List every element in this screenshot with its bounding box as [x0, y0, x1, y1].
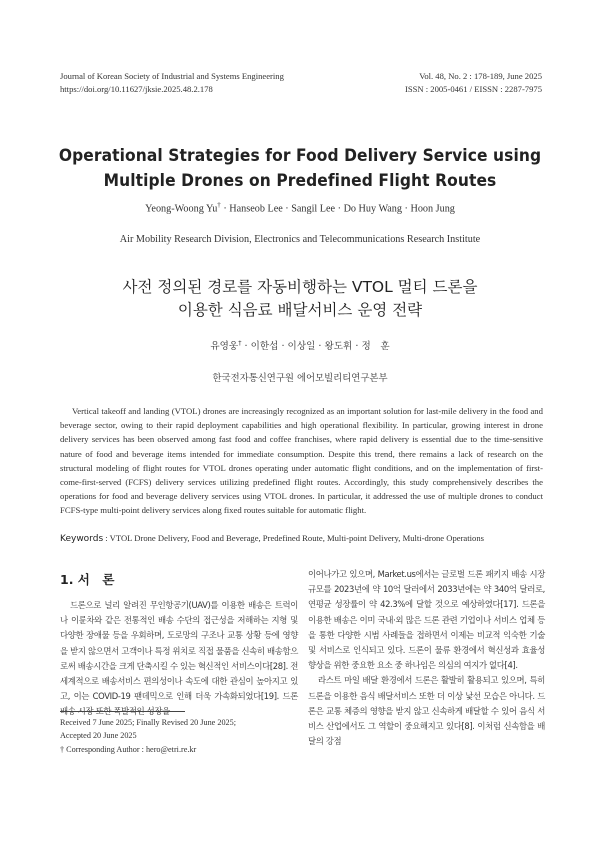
first-author: Yeong-Woong Yu: [145, 203, 218, 215]
abstract: Vertical takeoff and landing (VTOL) drones are increasingly recognized as an important solution for last-mile delivery in the food and beverage sector, owing to their rapid deployment capabilities and high operational flexibility. In particular, growing interest in drone delivery services has been observed among fast food and coffee franchises, where rapid delivery is essential due to the time-sensitive nature of food and beverage items intended for immediate consumption. Despite this trend, there remains a lack of research on the structural modeling of flight routes for VTOL drones operating under automatic flight conditions, and on the implementation of first-come-first-served (FCFS) delivery services utilizing predefined flight routes. Accordingly, this study comprehensively describes the operations for food and beverage delivery services using VTOL drones. In particular, it addressed the use of multiple drones to conduct FCFS-type multi-point delivery services along fixed routes suitable for automatic flight.: [60, 406, 543, 516]
intro-paragraph-1: 드론으로 널리 알려진 무인항공기(UAV)를 이용한 배송은 트럭이나 이륜차와 같은 전통적인 배송 수단의 접근성을 저해하는 지형 및 다양한 장애물 등을 우회하며, 도로망의 구조나 교통 상황 등에 영향을 받지 않으면서 고객이나 특정 위치로 직접 물품을 신속히 배송함으로써 배송시간을 크게 단축시킬 수 있는 혁신적인 서비스이다[28]. 전 세계적으로 배송서비스 편의성이나 속도에 대한 관심이 높아지고 있고, 이는 COVID-19 팬데믹으로 인해 더욱 가속화되었다[19]. 드론 배송 시장 또한 폭발적인 성장을: [60, 600, 298, 717]
korean-title: [40, 276, 560, 322]
english-title-line-2: Multiple Drones on Predefined Flight Routes: [103, 171, 497, 191]
english-title: [40, 144, 560, 194]
english-affiliation: Air Mobility Research Division, Electronics and Telecommunications Research Institute: [119, 234, 481, 245]
journal-name: Journal of Korean Society of Industrial and Systems Engineering: [60, 71, 284, 81]
keywords-label: Keywords: [60, 534, 104, 544]
footnotes: [60, 716, 236, 756]
english-authors: [40, 201, 560, 214]
co-authors: · Hanseob Lee · Sangil Lee · Do Huy Wang · Hoon Jung: [220, 203, 455, 215]
footnote-divider: [60, 711, 185, 712]
korean-affiliation: 한국전자통신연구원 에어모빌리티연구본부: [212, 373, 388, 384]
korean-authors: [40, 338, 560, 352]
corresponding-author-email: Corresponding Author : hero@etri.re.kr: [64, 744, 197, 754]
corresponding-mark-ko: †: [238, 338, 242, 347]
corresponding-author: [60, 743, 236, 756]
body-column-right: [308, 567, 545, 829]
doi-link[interactable]: https://doi.org/10.11627/jksie.2025.48.2.178: [60, 84, 213, 94]
korean-title-line-1: 사전 정의된 경로를 자동비행하는 VTOL 멀티 드론을: [122, 278, 478, 296]
first-author-ko: 유영웅: [210, 341, 239, 352]
co-authors-ko: · 이한섭 · 이상일 · 왕도휘 · 정 훈: [241, 341, 390, 352]
keywords-text: VTOL Drone Delivery, Food and Beverage, Predefined Route, Multi-point Delivery, Multi-drone Operations: [109, 533, 484, 543]
english-title-line-1: Operational Strategies for Food Delivery Service using: [58, 146, 542, 166]
journal-header-right: [405, 70, 542, 96]
journal-header-left: [60, 70, 284, 96]
dagger-mark: †: [60, 744, 65, 754]
corresponding-mark: †: [217, 201, 221, 209]
body-column-left: [60, 598, 298, 717]
keywords: [60, 533, 543, 544]
accepted-date: Accepted 20 June 2025: [60, 731, 137, 741]
intro-paragraph-2: 라스트 마일 배달 환경에서 드론은 활발히 활용되고 있으며, 특히 드론을 이용한 음식 배달서비스 또한 더 이상 낯선 모습은 아니다. 드론은 교통 체증의 영향을 받지 않고 신속하게 배달할 수 있어 음식 서비스 산업에서도 그 역할이 중요해지고 있다[8]. 이처럼 신속함을 배달의 강점: [308, 675, 545, 747]
keywords-separator: :: [103, 533, 110, 543]
intro-paragraph-continued: 이어나가고 있으며, Market.us에서는 글로벌 드론 패키지 배송 시장 규모를 2023년에 약 10억 달러에서 2033년에는 약 340억 달러로, 연평균 성장률이 약 42.3%에 달할 것으로 예상하였다[17]. 드론을 이용한 배송은 이미 국내·외 많은 드론 관련 기업이나 서비스 업체 등을 통한 다양한 시범 사례들을 접하면서 이제는 비교적 익숙한 기술 및 서비스로 인식되고 있다. 드론이 물류 환경에서 혁신성과 효율성 향상을 위한 중요한 요소 중 하나임은 의심의 여지가 없다[4].: [308, 569, 545, 671]
korean-title-line-2: 이용한 식음료 배달서비스 운영 전략: [177, 301, 423, 319]
issn-info: ISSN : 2005-0461 / EISSN : 2287-7975: [404, 84, 542, 94]
section-heading-introduction: 1. 서 론: [60, 572, 115, 587]
volume-info: Vol. 48, No. 2 : 178-189, June 2025: [419, 71, 542, 81]
received-date: Received 7 June 2025; Finally Revised 20 June 2025;: [60, 718, 237, 727]
